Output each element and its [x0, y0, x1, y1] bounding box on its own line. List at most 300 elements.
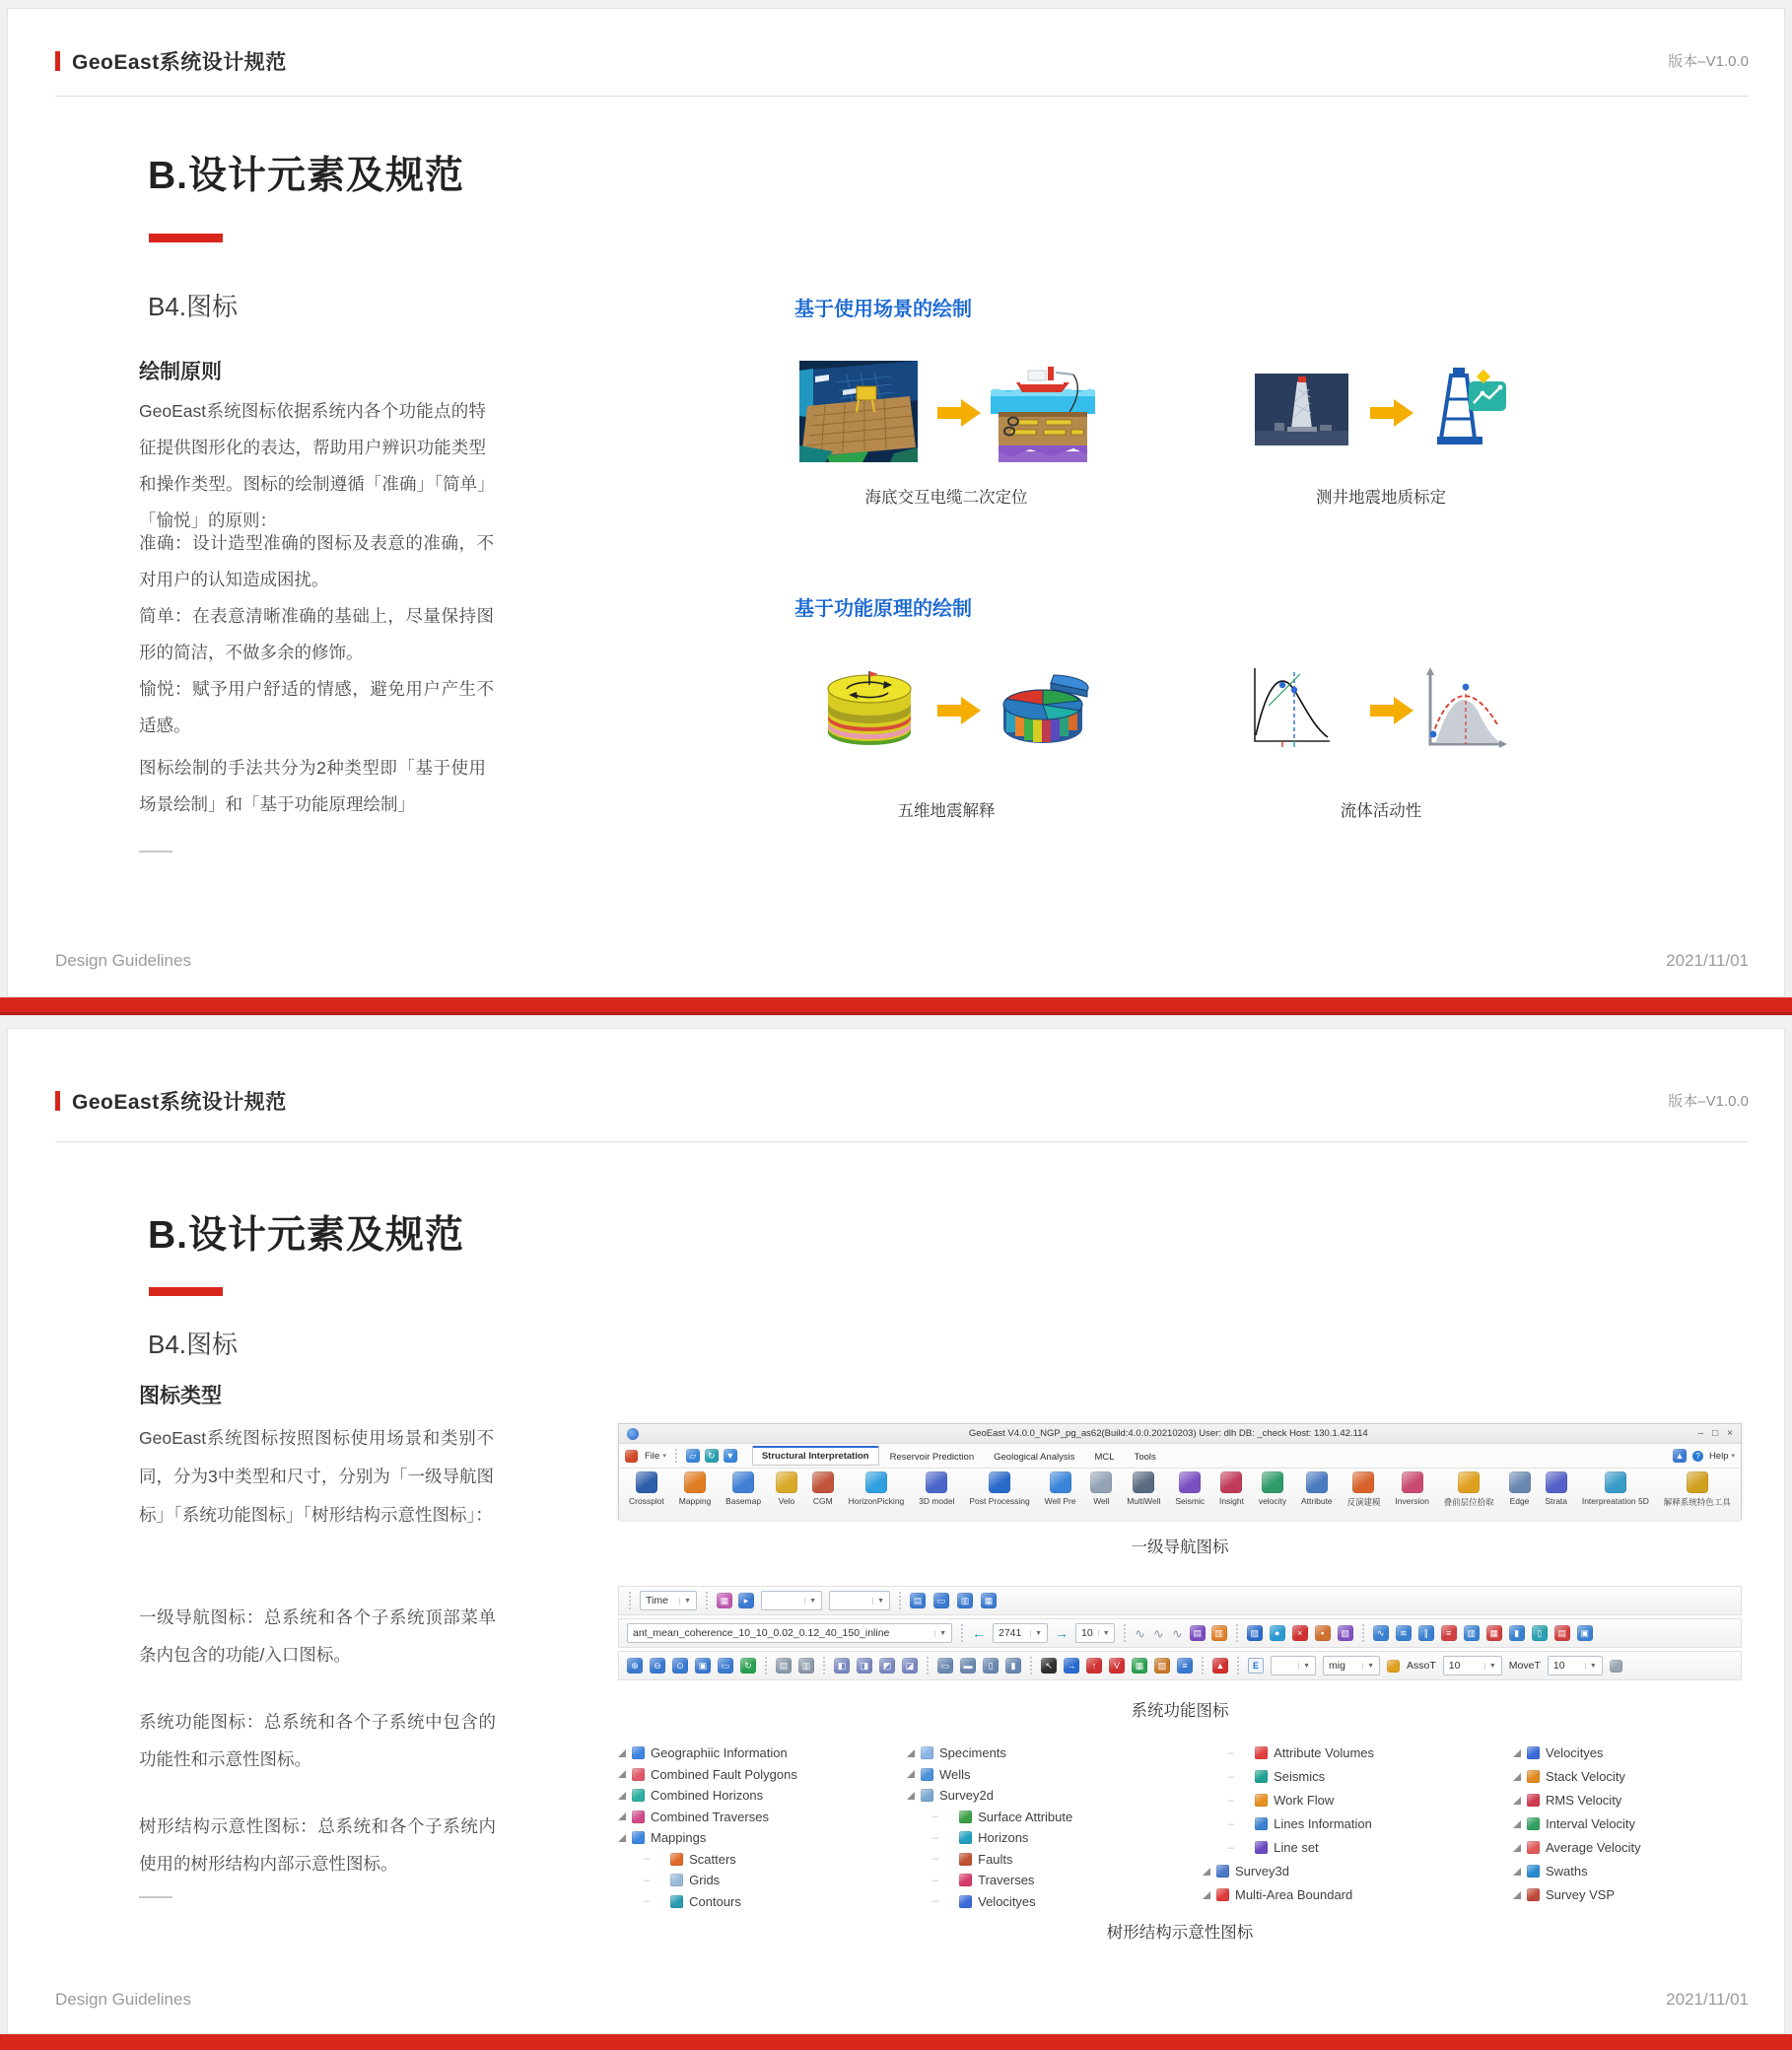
fill-display-icon[interactable]: ● [1270, 1625, 1285, 1641]
expander-icon[interactable] [907, 1770, 915, 1778]
tree-item[interactable] [1228, 1745, 1374, 1760]
tree-item-label: RMS Velocity [1546, 1793, 1622, 1808]
nav-tool[interactable] [629, 1471, 664, 1506]
previous-inline-icon[interactable]: ← [972, 1625, 986, 1641]
Edge [1509, 1471, 1531, 1493]
window-icon-group [937, 1658, 1021, 1674]
minimize-icon[interactable]: – [1697, 1428, 1704, 1439]
tree-item[interactable] [932, 1873, 1072, 1887]
color-layers-icon[interactable]: ▤ [1190, 1625, 1206, 1641]
expander-icon[interactable] [1203, 1868, 1210, 1876]
principle-group-heading: 基于功能原理的绘制 [794, 598, 972, 620]
tree-item[interactable] [618, 1745, 797, 1760]
toolbar-row-a [618, 1586, 1742, 1615]
export-view-icon[interactable]: ▦ [981, 1593, 997, 1608]
tree-item[interactable] [932, 1810, 1072, 1824]
nav-tool-label: Well Pre [1044, 1496, 1076, 1506]
five-d-seismic-scene-image [819, 659, 920, 755]
velocities-icon [1527, 1746, 1540, 1759]
nav-tool-label: Mapping [678, 1496, 712, 1506]
chevron-down-icon: ▼ [1030, 1630, 1042, 1637]
nav-tool-label: Edge [1509, 1496, 1530, 1506]
nav-tool-label: Basemap [725, 1496, 762, 1506]
tree-item[interactable] [1228, 1816, 1374, 1831]
expander-icon[interactable] [1513, 1773, 1521, 1781]
app-titlebar[interactable] [619, 1424, 1741, 1444]
version-label: 版本–V1.0.0 [1668, 53, 1749, 70]
wiggle-trace-icon[interactable]: ∿ [1152, 1625, 1164, 1641]
chevron-down-icon: ▼ [872, 1598, 884, 1605]
tree-column-4 [1513, 1745, 1641, 1902]
expander-icon[interactable] [618, 1812, 626, 1820]
toolbar-grip [927, 1657, 929, 1674]
lock-icon[interactable] [1610, 1660, 1622, 1673]
combined-horizons-icon [632, 1789, 645, 1802]
tree-item[interactable] [1513, 1887, 1641, 1902]
chevron-down-icon: ▼ [1098, 1630, 1110, 1637]
toolbar-grip [706, 1592, 708, 1609]
nav-tool[interactable] [1664, 1471, 1731, 1508]
tree-item[interactable] [618, 1810, 797, 1824]
principle-simple: 简单：在表意清晰准确的基础上，尽量保持图形的简洁，不做多余的修饰。 [139, 606, 494, 662]
interpolate-view-icon[interactable]: ▦ [1486, 1625, 1502, 1641]
window-controls [1698, 1428, 1733, 1439]
Strata [1546, 1471, 1567, 1493]
interval-velocity-icon [1527, 1817, 1540, 1830]
zoom-area-icon[interactable]: ⊙ [672, 1658, 688, 1674]
nav-tool-label: 3D model [919, 1496, 955, 1506]
tree-item-label: Interval Velocity [1546, 1816, 1636, 1831]
tree-item[interactable] [1203, 1864, 1374, 1879]
rotate-right-icon[interactable]: ◪ [902, 1658, 918, 1674]
tree-item-label: – Horizons [978, 1830, 1029, 1845]
split-window-icon[interactable]: ▬ [960, 1658, 976, 1674]
five-d-interpretation-icon-image [997, 659, 1089, 755]
nav-tool-label: velocity [1258, 1496, 1287, 1506]
scene-group-heading: 基于使用场景的绘制 [794, 299, 972, 320]
restore-icon[interactable]: □ [1712, 1428, 1719, 1439]
tree-icons-caption: 树形结构示意性图标 [1106, 1924, 1254, 1942]
palette-icon[interactable]: ▧ [1154, 1658, 1170, 1674]
lock-icon[interactable] [1387, 1660, 1400, 1673]
refresh-view-icon[interactable]: ↻ [740, 1658, 756, 1674]
nav-tool[interactable] [1444, 1471, 1494, 1508]
select-cursor-icon[interactable]: ↖ [1041, 1658, 1057, 1674]
dual-view-icon[interactable]: ∥ [1418, 1625, 1434, 1641]
reverse-view-icon[interactable]: ▮ [1509, 1625, 1525, 1641]
tree-item-label: Combined Fault Polygons [651, 1766, 797, 1782]
swaths-icon [1527, 1865, 1540, 1878]
tree-column-3 [1203, 1745, 1374, 1902]
mig-select[interactable]: mig ▼ [1323, 1656, 1380, 1675]
zoom-icon-group [627, 1658, 756, 1674]
Seismic [1179, 1471, 1201, 1493]
section-title: B.设计元素及规范 [148, 155, 465, 197]
rig-calibration-icon-image [1427, 366, 1508, 448]
lines-information-icon [1255, 1817, 1268, 1830]
color-bars-icon[interactable]: ▥ [1211, 1625, 1227, 1641]
zoom-in-icon[interactable]: ⊕ [627, 1658, 643, 1674]
va-display-icon[interactable]: V [1109, 1658, 1125, 1674]
nav-tool-label: Insight [1218, 1496, 1244, 1506]
Insight [1220, 1471, 1242, 1493]
step-select[interactable]: 10 ▼ [1075, 1623, 1115, 1643]
axis-select-2[interactable] [829, 1591, 890, 1610]
Interpreatation 5D [1605, 1471, 1626, 1493]
histogram-icon[interactable]: ▲ [1212, 1658, 1228, 1674]
tree-item[interactable] [932, 1830, 1072, 1845]
expander-icon[interactable] [1513, 1891, 1521, 1899]
nav-tool[interactable] [1346, 1471, 1380, 1508]
nav-tool[interactable] [812, 1471, 834, 1506]
toolbar-grip [1124, 1624, 1126, 1642]
footer-left: Design Guidelines [55, 1990, 191, 2009]
tree-item-label: Combined Traverses [651, 1809, 769, 1824]
tree-item-label: – Attribute Volumes [1274, 1745, 1375, 1760]
page-2 [7, 1028, 1785, 2034]
next-inline-icon[interactable]: → [1055, 1625, 1068, 1641]
scene-caption-1: 海底交互电缆二次定位 [864, 489, 1028, 507]
nav-tool[interactable] [1301, 1471, 1333, 1506]
expander-icon[interactable] [907, 1792, 915, 1800]
doc-header [55, 46, 287, 76]
expander-icon[interactable] [907, 1749, 915, 1757]
expander-icon[interactable] [1513, 1868, 1521, 1876]
flip-horizontal-icon[interactable]: ◧ [834, 1658, 850, 1674]
section-title: B.设计元素及规范 [148, 1214, 465, 1257]
nav-tool[interactable] [1509, 1471, 1531, 1506]
speciments-icon [921, 1746, 933, 1759]
叠前层位拾取 [1458, 1471, 1480, 1493]
tree-column-2 [907, 1745, 1072, 1909]
file-menu[interactable]: File ▾ [645, 1451, 666, 1462]
attribute-volumes-icon [1255, 1746, 1268, 1759]
tree-item-label: Stack Velocity [1546, 1769, 1625, 1784]
footer-right: 2021/11/01 [1666, 1990, 1749, 2009]
module-tab[interactable]: Reservoir Prediction [889, 1452, 975, 1463]
open-view-icon[interactable]: ▭ [933, 1593, 949, 1608]
filter-icon[interactable]: ▼ [724, 1449, 737, 1463]
toolbar-grip [1236, 1624, 1238, 1642]
surface-attribute-icon [959, 1811, 972, 1823]
nav-tool[interactable] [1259, 1471, 1286, 1506]
tree-item[interactable] [907, 1767, 1072, 1782]
tree-item[interactable] [1228, 1840, 1374, 1855]
tree-item[interactable] [932, 1852, 1072, 1867]
principle-pleasant: 愉悦：赋予用户舒适的情感，避免用户产生不适感。 [139, 679, 494, 735]
fault-polygons-icon [632, 1768, 645, 1781]
tile-window-icon[interactable]: ▯ [983, 1658, 999, 1674]
tree-item[interactable] [932, 1894, 1072, 1909]
tree-item[interactable] [907, 1788, 1072, 1803]
footer-right: 2021/11/01 [1666, 951, 1749, 970]
tree-item[interactable] [907, 1745, 1072, 1760]
tree-item[interactable] [1513, 1816, 1641, 1831]
nav-tool-label: CGM [812, 1496, 833, 1506]
subsection-title: B4.图标 [148, 1330, 239, 1359]
density-view-icon[interactable]: ▥ [1464, 1625, 1480, 1641]
combined-traverses-icon [632, 1811, 645, 1823]
geoeast-app-window [618, 1423, 1742, 1520]
zoom-out-icon[interactable]: ⊖ [650, 1658, 665, 1674]
wiggle-trace-icon[interactable]: ∿ [1135, 1625, 1145, 1641]
tree-item[interactable] [618, 1788, 797, 1803]
MultiWell [1133, 1471, 1154, 1493]
expander-icon[interactable] [1513, 1820, 1521, 1828]
header-accent-bar [55, 1091, 60, 1111]
list-display-icon[interactable]: ≡ [1177, 1658, 1193, 1674]
tree-item-label: – Grids [689, 1873, 721, 1887]
expander-icon[interactable] [1513, 1844, 1521, 1852]
open-folder-icon[interactable]: ▱ [686, 1449, 700, 1463]
refresh-icon[interactable]: ↻ [705, 1449, 719, 1463]
nav-tool[interactable] [1545, 1471, 1567, 1506]
tree-item[interactable] [1513, 1840, 1641, 1855]
nav-tool[interactable] [679, 1471, 712, 1506]
flip-vertical-icon[interactable]: ◨ [857, 1658, 872, 1674]
assot-select[interactable]: 10 ▼ [1443, 1656, 1502, 1675]
brush-display-icon[interactable]: ▧ [1338, 1625, 1353, 1641]
variable-area-view-icon[interactable]: ≋ [1396, 1625, 1412, 1641]
nav-tool[interactable] [919, 1471, 954, 1506]
new-view-icon[interactable]: ▤ [910, 1593, 926, 1608]
3D model [926, 1471, 947, 1493]
copy-view-icon[interactable]: ▥ [798, 1658, 814, 1674]
header-divider [55, 96, 1749, 97]
tree-item[interactable] [1228, 1793, 1374, 1808]
edit-icon-group [1247, 1625, 1353, 1641]
tree-item-label: – Work Flow [1274, 1793, 1335, 1808]
chevron-down-icon: ▼ [1484, 1663, 1496, 1670]
single-window-icon[interactable]: ▭ [937, 1658, 953, 1674]
gain-view-icon[interactable]: ▯ [1532, 1625, 1548, 1641]
nav-tool[interactable] [1219, 1471, 1244, 1506]
scale-view-icon[interactable]: ▣ [1577, 1625, 1593, 1641]
nav-tool[interactable] [969, 1471, 1029, 1506]
version-label: 版本–V1.0.0 [1668, 1093, 1749, 1110]
nav-tool-label: 解释系统特色工具 [1663, 1497, 1731, 1507]
toolbar-grip [1030, 1657, 1032, 1674]
tree-item[interactable] [1513, 1745, 1641, 1760]
survey-vsp-icon [1527, 1888, 1540, 1901]
toolbar-grip [961, 1624, 963, 1642]
nav-tool-label: Attribute [1301, 1496, 1333, 1506]
nav-tool[interactable] [849, 1471, 905, 1506]
end-dash [139, 1896, 172, 1898]
nav-tool[interactable] [1090, 1471, 1112, 1506]
expander-icon[interactable] [1513, 1797, 1521, 1805]
snapshot-icon[interactable]: ▤ [776, 1658, 792, 1674]
section-accent-bar [149, 234, 223, 242]
nav-tool[interactable] [1582, 1471, 1649, 1506]
spectrum-icon[interactable]: ▨ [1247, 1625, 1263, 1641]
paragraph-types: 图标绘制的手法共分为2种类型即「基于使用场景绘制」和「基于功能原理绘制」 [139, 758, 486, 814]
doc-title: GeoEast系统设计规范 [72, 51, 287, 74]
toolbar-grip [1237, 1657, 1239, 1674]
expander-icon[interactable] [618, 1834, 626, 1842]
tree-item-label: Speciments [939, 1745, 1006, 1760]
subsea-cable-icon-image [991, 361, 1095, 462]
module-tab[interactable]: MCL [1094, 1452, 1115, 1463]
contours-icon [670, 1895, 683, 1908]
tree-item-label: – Scatters [689, 1851, 736, 1867]
tree-item[interactable] [1513, 1793, 1641, 1808]
tree-item[interactable] [644, 1894, 797, 1909]
expander-icon[interactable] [618, 1770, 626, 1778]
tree-item-label: – Traverses [978, 1873, 1035, 1887]
tree-item[interactable] [644, 1873, 797, 1887]
polarity-view-icon[interactable]: ▤ [1554, 1625, 1570, 1641]
nav-tool[interactable] [1127, 1471, 1160, 1506]
paragraph-intro: GeoEast系统图标依据系统内各个功能点的特征提供图形化的表达，帮助用户辨识功能类型和操作类型。图标的绘制遵循「准确」「简单」「愉悦」的原则： [139, 401, 486, 530]
nav-tool[interactable] [1395, 1471, 1429, 1506]
tree-item-label: Survey VSP [1546, 1887, 1616, 1902]
overlay-view-icon[interactable]: ≡ [1441, 1625, 1457, 1641]
tree-item-label: Velocityes [1546, 1745, 1604, 1760]
nav-tool-label: Crossplot [629, 1496, 664, 1506]
e-mode-button[interactable]: E [1248, 1658, 1264, 1674]
nav-tool[interactable] [776, 1471, 797, 1506]
grid-display-icon[interactable]: ▦ [1132, 1658, 1147, 1674]
subsea-survey-scene-image [799, 361, 918, 462]
expander-icon[interactable] [1513, 1749, 1521, 1757]
tree-item-label: Survey2d [939, 1788, 994, 1803]
tree-item-label: Mappings [651, 1830, 707, 1845]
time-select[interactable]: Time ▼ [640, 1591, 697, 1610]
tree-item-label: Wells [939, 1766, 971, 1782]
expander-icon[interactable] [1203, 1891, 1210, 1899]
doc-title: GeoEast系统设计规范 [72, 1091, 287, 1114]
toolbar-grip [629, 1592, 631, 1609]
dataset-select[interactable]: ant_mean_coherence_10_10_0.02_0.12_40_150_inline ▼ [627, 1623, 952, 1643]
tree-item[interactable] [1203, 1887, 1374, 1902]
axis-select-1[interactable] [761, 1591, 822, 1610]
wiggle-view-icon[interactable]: ∿ [1373, 1625, 1389, 1641]
cascade-window-icon[interactable]: ▮ [1005, 1658, 1021, 1674]
block-title: 图标类型 [139, 1385, 222, 1407]
nav-tool[interactable] [1175, 1471, 1205, 1506]
full-extent-icon[interactable]: ▣ [695, 1658, 711, 1674]
app-title-text: GeoEast V4.0.0_NGP_pg_as62(Build:4.0.0.20210203) User: dlh DB: _check Host: 130.1.42.114 [968, 1428, 1368, 1439]
axis-icon-group [717, 1593, 754, 1608]
drilling-rig-photo-image [1255, 374, 1348, 445]
expander-icon[interactable] [618, 1792, 626, 1800]
nav-tool-label: Post Processing [969, 1496, 1030, 1506]
tree-item[interactable] [644, 1852, 797, 1867]
app-logo-icon [627, 1428, 639, 1440]
lock-display-icon[interactable]: ▪ [1315, 1625, 1331, 1641]
chevron-down-icon: ▼ [1362, 1663, 1374, 1670]
assot-label: AssoT [1407, 1660, 1436, 1672]
nav-icons-caption: 一级导航图标 [1131, 1538, 1229, 1556]
Velo [776, 1471, 797, 1493]
tree-item-label: Survey3d [1235, 1864, 1289, 1879]
Mapping [684, 1471, 706, 1493]
nav-tool[interactable] [1045, 1471, 1076, 1506]
file-icon-group [910, 1593, 997, 1608]
block-title: 绘制原则 [139, 361, 222, 383]
module-tab[interactable]: Geological Analysis [994, 1452, 1075, 1463]
end-dash [139, 851, 172, 853]
chevron-down-icon: ▼ [804, 1598, 816, 1605]
nav-tool-label: Velo [778, 1496, 795, 1506]
principle-accurate: 准确：设计造型准确的图标及表意的准确，不对用户的认知造成困扰。 [139, 533, 494, 589]
chevron-down-icon: ▼ [934, 1630, 946, 1637]
work-flow-icon [1255, 1794, 1268, 1807]
fluid-curve-plot-image [1243, 662, 1336, 753]
orientation-icon-group [834, 1658, 918, 1674]
header-accent-bar [55, 51, 60, 71]
nav-tool-label: MultiWell [1127, 1496, 1161, 1506]
faults-icon [959, 1853, 972, 1866]
paragraph-func-icons: 系统功能图标：总系统和各个子系统中包含的功能性和示意性图标。 [139, 1712, 496, 1769]
line-set-icon [1255, 1841, 1268, 1854]
file-menu-icon [625, 1450, 638, 1463]
nav-tool-label: 反演建模 [1346, 1497, 1381, 1507]
nav-tool[interactable] [725, 1471, 761, 1506]
wiggle-trace-icon[interactable]: ∿ [1171, 1625, 1183, 1641]
movet-label: MoveT [1508, 1660, 1541, 1672]
transform-arrow-icon [937, 697, 981, 724]
survey2d-icon [921, 1789, 933, 1802]
tree-item[interactable] [618, 1830, 797, 1845]
delete-display-icon[interactable]: × [1292, 1625, 1308, 1641]
footer-left: Design Guidelines [55, 951, 191, 970]
go-to-icon[interactable]: → [1064, 1658, 1079, 1674]
tree-item[interactable] [1228, 1769, 1374, 1784]
toolbar-grip [675, 1449, 677, 1463]
module-tab[interactable]: Structural Interpretation [752, 1446, 879, 1466]
subsection-title: B4.图标 [148, 292, 239, 321]
help-icon: ? [1692, 1451, 1703, 1462]
pick-up-icon[interactable]: ↑ [1086, 1658, 1102, 1674]
eject-icon[interactable]: ▲ [1673, 1449, 1687, 1463]
expander-icon[interactable] [618, 1749, 626, 1757]
folder-icon [632, 1831, 645, 1844]
save-view-icon[interactable]: ▥ [957, 1593, 973, 1608]
nav-tool-label: Strata [1545, 1496, 1568, 1506]
help-menu[interactable]: Help ▾ [1709, 1451, 1735, 1462]
module-tabs [752, 1446, 1165, 1466]
toolbar-grip [823, 1657, 825, 1674]
movet-select[interactable]: 10 ▼ [1548, 1656, 1603, 1675]
section-accent-bar [149, 1287, 223, 1296]
rotate-left-icon[interactable]: ◩ [879, 1658, 895, 1674]
module-tab[interactable]: Tools [1134, 1452, 1156, 1463]
paragraph-tree-icons: 树形结构示意性图标：总系统和各个子系统内使用的树形结构内部示意性图标。 [139, 1816, 496, 1874]
close-icon[interactable]: × [1727, 1428, 1733, 1439]
tree-item[interactable] [618, 1767, 797, 1782]
tree-item[interactable] [1513, 1864, 1641, 1879]
bottom-accent-bar [0, 2034, 1792, 2050]
scatters-icon [670, 1853, 683, 1866]
transform-arrow-icon [937, 399, 981, 427]
fit-window-icon[interactable]: ▭ [718, 1658, 733, 1674]
func-icons-caption: 系统功能图标 [1131, 1702, 1229, 1720]
axis-select-icon[interactable]: ▸ [738, 1593, 754, 1608]
stack-velocity-icon [1527, 1770, 1540, 1783]
toolbar-grip [1362, 1624, 1364, 1642]
tool-icon-group [1041, 1658, 1193, 1674]
toolbar-grip [899, 1592, 901, 1609]
grids-icon [670, 1874, 683, 1886]
trace-color-icon[interactable]: ▦ [717, 1593, 732, 1608]
menubar-right [1673, 1449, 1735, 1463]
e-mode-select[interactable] [1271, 1656, 1316, 1675]
tree-item[interactable] [1513, 1769, 1641, 1784]
inline-number-select[interactable]: 2741 ▼ [993, 1623, 1048, 1643]
Post Processing [989, 1471, 1010, 1493]
